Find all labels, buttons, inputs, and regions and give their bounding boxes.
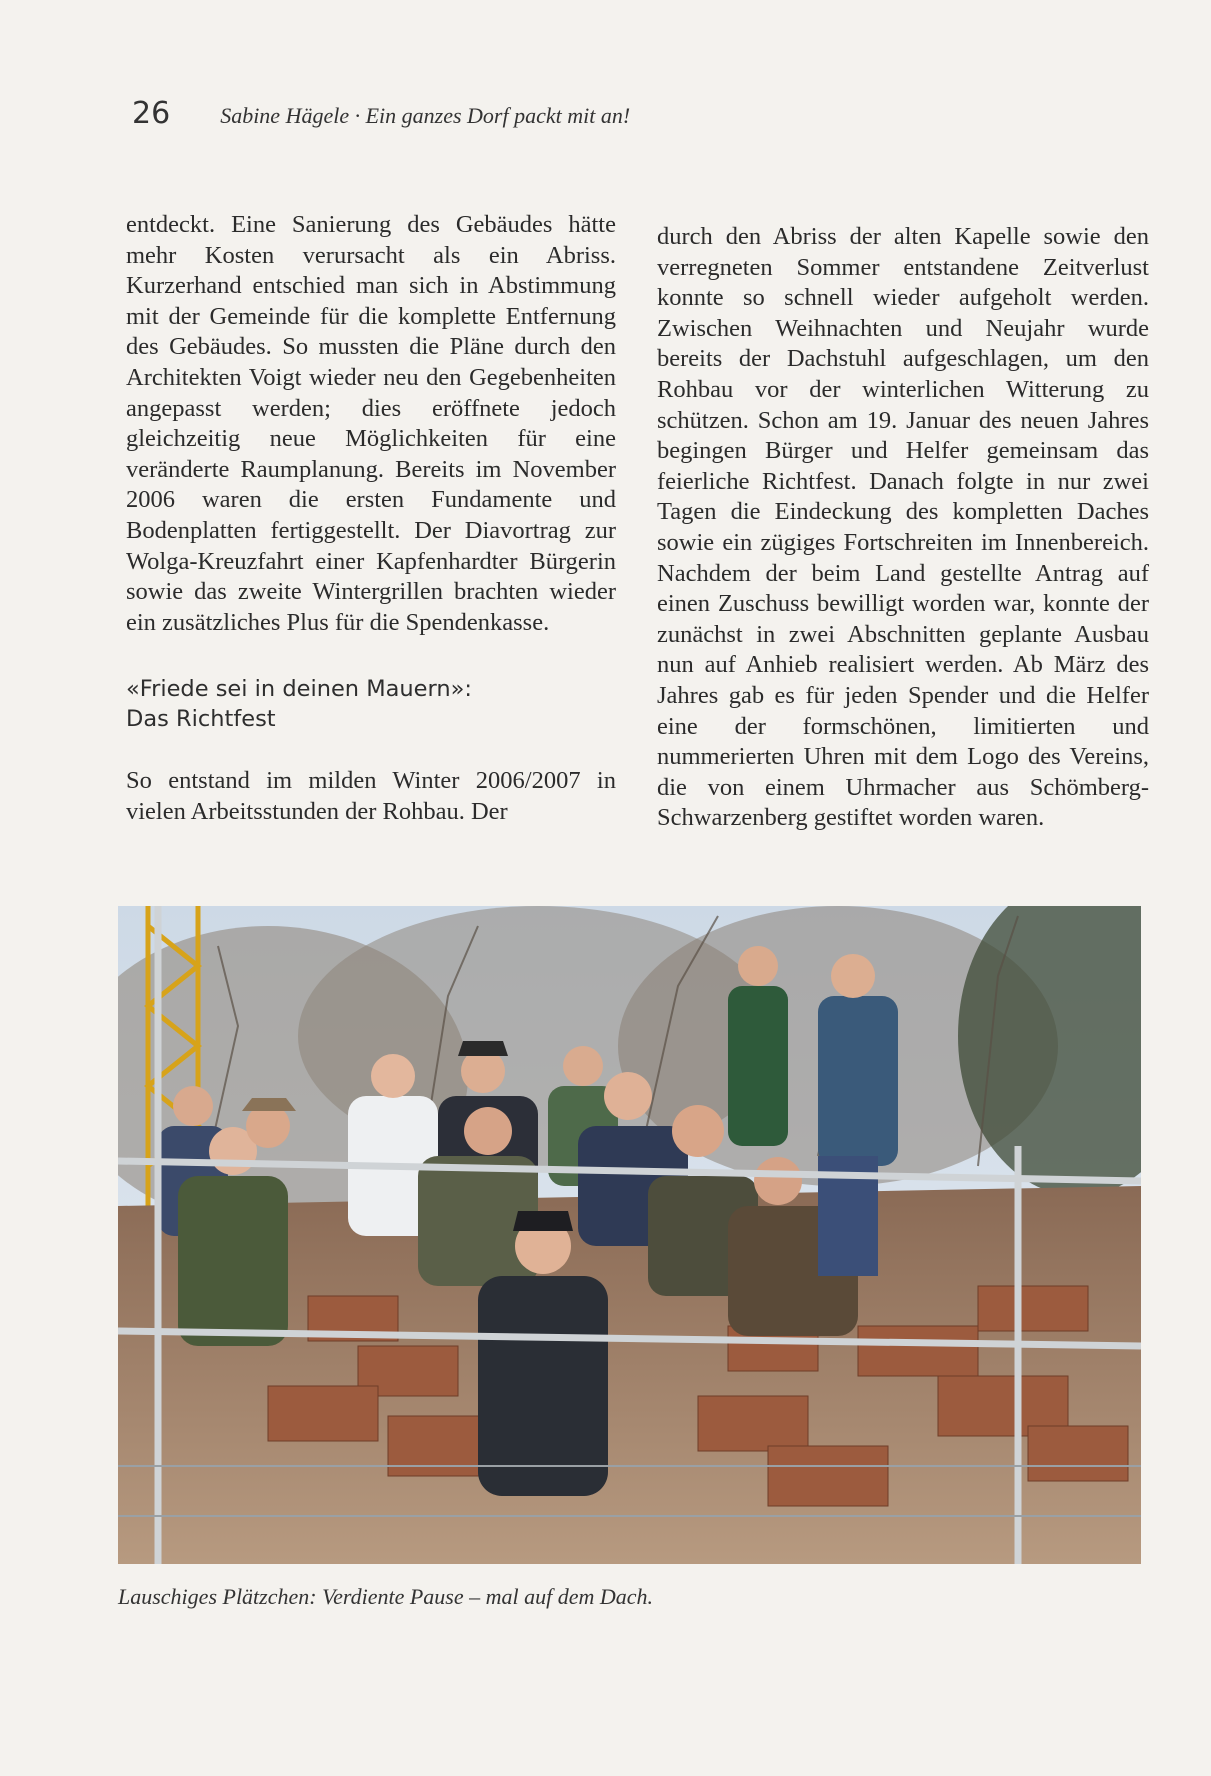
- body-paragraph: So entstand im milden Winter 2006/2007 in vielen Arbeitsstunden der Rohbau. Der: [126, 767, 616, 825]
- group-photo: [118, 906, 1141, 1564]
- body-paragraph: durch den Abriss der alten Kapelle sowie den verregneten Sommer entstandene Zeitverlust konnte so schnell wieder aufgeholt werden. Zwischen Weihnachten und Neujahr wurde bereits der Dachstuhl aufgeschlagen, um den Rohbau vor der winterlichen Witterung zu schützen. Schon am 19. Januar des neuen Jahres begingen Bürger und Helfer gemeinsam das feierliche Richtfest. Danach folgte in nur zwei Tagen die Eindeckung des kompletten Daches sowie ein zügiges Fortschreiten im Innenbereich. Nachdem der beim Land gestellte Antrag auf einen Zuschuss bewilligt worden war, konnte der zunächst in zwei Abschnitten geplante Ausbau nun auf Anhieb realisiert werden. Ab März des Jahres gab es für jeden Spender und die Helfer eine der formschönen, limitierten und nummerierten Uhren mit dem Logo des Vereins, die von einem Uhrmacher aus Schömberg-Schwarzenberg gestiftet worden waren.: [657, 223, 1149, 832]
- figure-caption: Lauschiges Plätzchen: Verdiente Pause – mal auf dem Dach.: [118, 1584, 654, 1609]
- right-column: [657, 222, 1149, 834]
- left-column: [126, 210, 616, 828]
- section-heading-line: «Friede sei in deinen Mauern»:: [126, 676, 472, 703]
- page-number: 26: [132, 96, 171, 131]
- section-heading-line: Das Richtfest: [126, 706, 276, 733]
- body-paragraph: entdeckt. Eine Sanierung des Gebäudes hätte mehr Kosten verursacht als ein Abriss. Kurzerhand entschied man sich in Abstimmung mit der Gemeinde für die komplette Entfernung des Gebäudes. So mussten die Pläne durch den Architekten Voigt wieder neu den Gegebenheiten angepasst werden; dies eröffnete jedoch gleichzeitig neue Möglichkeiten für eine veränderte Raumplanung. Bereits im November 2006 waren die ersten Fundamente und Bodenplatten fertiggestellt. Der Diavortrag zur Wolga-Kreuzfahrt einer Kapfenhardter Bürgerin sowie das zweite Wintergrillen brachten wieder ein zusätzliches Plus für die Spendenkasse.: [126, 211, 616, 636]
- running-title: Sabine Hägele · Ein ganzes Dorf packt mit an!: [220, 103, 631, 128]
- page-header: [132, 96, 630, 131]
- section-heading: [126, 674, 616, 734]
